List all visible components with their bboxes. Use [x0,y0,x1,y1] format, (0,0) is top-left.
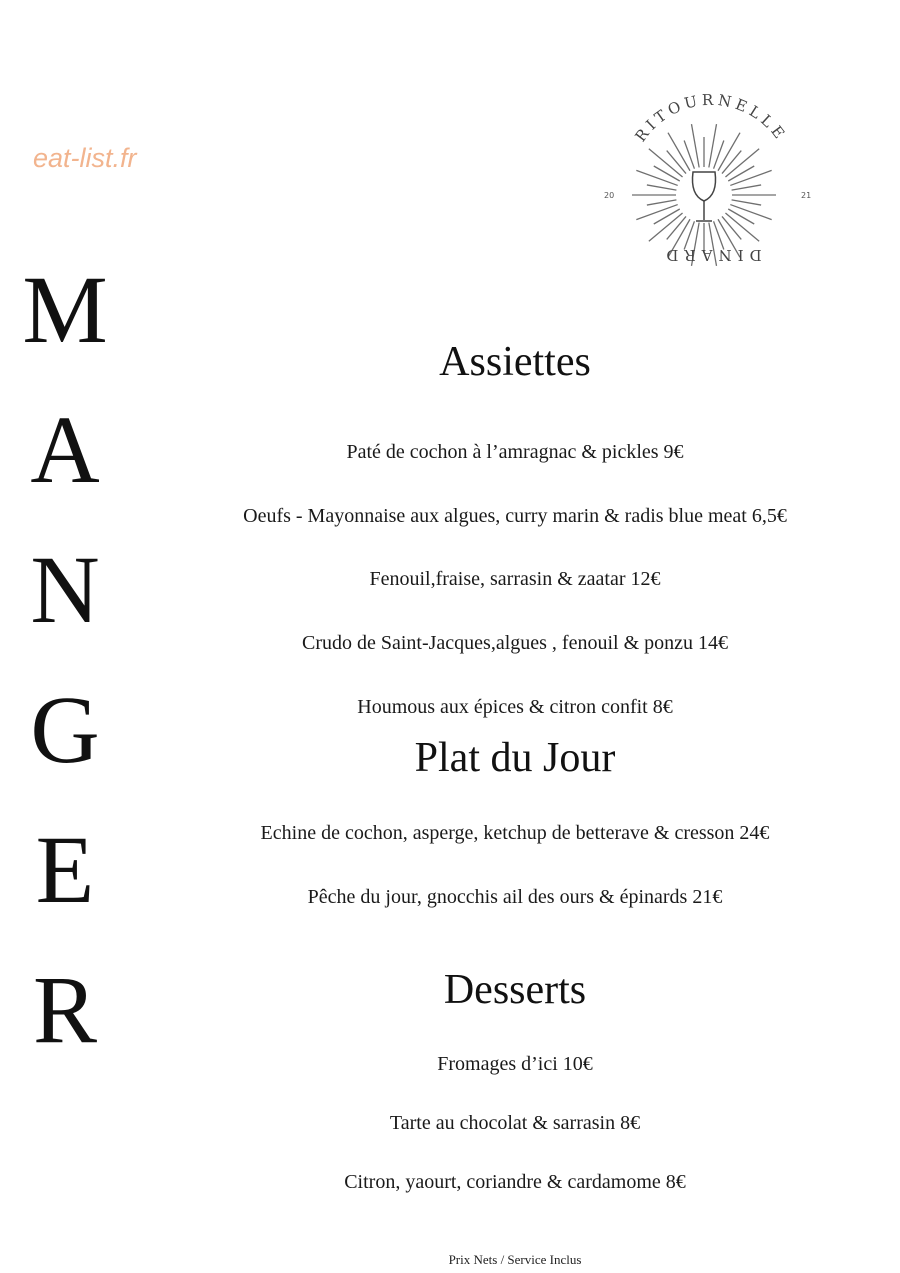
svg-text:RITOURNELLE [631,91,790,145]
vertical-letter: A [30,396,100,503]
sunburst-ray [730,170,771,185]
svg-text:DINARD [660,246,761,264]
menu-item: Fromages d’ici 10€ [437,1053,593,1075]
menu-item: Citron, yaourt, coriandre & cardamome 8€ [344,1171,686,1193]
vertical-letter: E [35,816,95,923]
vertical-letter: M [22,256,108,363]
vertical-letter: G [30,676,100,783]
sunburst-ray [647,185,677,190]
menu-item: Tarte au chocolat & sarrasin 8€ [389,1112,641,1134]
menu-item: Fenouil,fraise, sarrasin & zaatar 12€ [369,568,661,590]
vertical-word-manger [0,240,130,1080]
menu-item: Oeufs - Mayonnaise aux algues, curry marin & radis blue meat 6,5€ [243,505,787,527]
sunburst-ray [647,200,677,205]
logo-top-text: RITOURNELLE [631,90,791,146]
logo-year-left: 20 [604,191,615,200]
logo-bottom-text: DINARD [660,246,762,264]
vertical-letter: N [30,536,100,643]
section-title-plat-du-jour: Plat du Jour [414,735,616,781]
menu-item: Houmous aux épices & citron confit 8€ [357,696,673,718]
sunburst-ray [709,124,717,167]
menu-item: Pêche du jour, gnocchis ail des ours & épinards 21€ [307,886,723,908]
section-title-assiettes: Assiettes [439,339,591,385]
sunburst-ray [722,151,741,174]
sunburst-ray [691,124,699,167]
menu-item: Crudo de Saint-Jacques,algues , fenouil & ponzu 14€ [301,632,729,654]
menu-item: Paté de cochon à l’amragnac & pickles 9€ [346,441,684,463]
wine-glass-icon [692,172,715,221]
section-title-desserts: Desserts [443,967,587,1013]
watermark: eat-list.fr [33,143,137,173]
sunburst-ray [722,216,741,239]
sunburst-rays [632,124,776,266]
sunburst-ray [667,216,686,239]
sunburst-ray [732,200,762,205]
sunburst-ray [636,205,677,220]
ritournelle-logo [596,70,826,300]
menu-item: Echine de cochon, asperge, ketchup de betterave & cresson 24€ [260,822,770,844]
sunburst-ray [667,151,686,174]
vertical-letter: R [32,956,98,1063]
logo-year-right: 21 [801,191,812,200]
footer-note: Prix Nets / Service Inclus [448,1252,582,1267]
sunburst-ray [730,205,771,220]
sunburst-ray [732,185,762,190]
sunburst-ray [636,170,677,185]
